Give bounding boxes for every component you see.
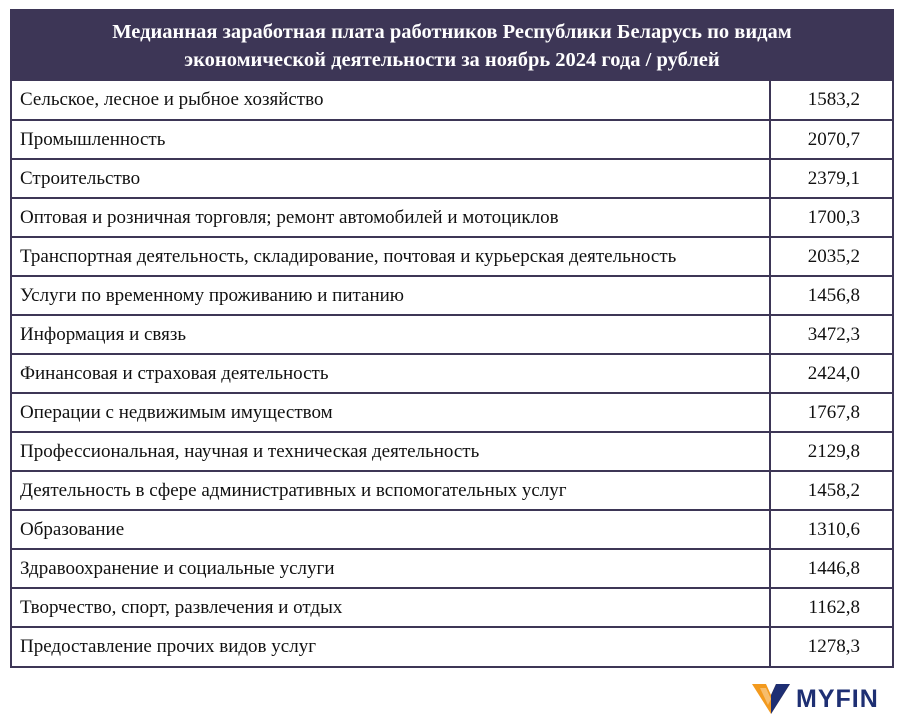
table-row [12, 432, 892, 471]
activity-label: Строительство [12, 159, 770, 198]
salary-value: 2129,8 [770, 432, 892, 471]
table-row [12, 120, 892, 159]
salary-value: 1446,8 [770, 549, 892, 588]
salary-value: 1700,3 [770, 198, 892, 237]
activity-label: Профессиональная, научная и техническая деятельность [12, 432, 770, 471]
table-row [12, 81, 892, 120]
table-title-line-1: Медианная заработная плата работников Республики Беларусь по видам [112, 21, 792, 43]
table-row [12, 471, 892, 510]
table-row [12, 549, 892, 588]
table-row [12, 510, 892, 549]
salary-value: 1162,8 [770, 588, 892, 627]
table-row [12, 627, 892, 666]
salary-table [12, 81, 892, 666]
table-row [12, 588, 892, 627]
activity-label: Оптовая и розничная торговля; ремонт автомобилей и мотоциклов [12, 198, 770, 237]
myfin-v-logo-icon [752, 684, 790, 714]
activity-label: Транспортная деятельность, складирование, почтовая и курьерская деятельность [12, 237, 770, 276]
table-title-line-2: экономической деятельности за ноябрь 2024 года / рублей [184, 49, 720, 71]
table-row [12, 198, 892, 237]
table-row [12, 237, 892, 276]
salary-value: 1278,3 [807, 636, 860, 657]
activity-label: Промышленность [12, 120, 770, 159]
salary-value: 1767,8 [770, 393, 892, 432]
activity-label: Финансовая и страховая деятельность [12, 354, 770, 393]
activity-label: Образование [12, 510, 770, 549]
salary-value: 2379,1 [770, 159, 892, 198]
salary-value: 2035,2 [770, 237, 892, 276]
salary-value: 2424,0 [770, 354, 892, 393]
myfin-logo [752, 684, 879, 714]
table-row [12, 159, 892, 198]
salary-value: 2070,7 [770, 120, 892, 159]
salary-value: 1456,8 [770, 276, 892, 315]
activity-label: Деятельность в сфере административных и вспомогательных услуг [12, 471, 770, 510]
table-title [12, 11, 892, 81]
table-row [12, 276, 892, 315]
table-row [12, 354, 892, 393]
salary-table-frame [10, 9, 894, 668]
salary-value: 1458,2 [770, 471, 892, 510]
salary-value: 1310,6 [770, 510, 892, 549]
activity-label: Здравоохранение и социальные услуги [12, 549, 770, 588]
activity-label: Информация и связь [12, 315, 770, 354]
salary-value: 1583,2 [770, 81, 892, 120]
activity-label: Сельское, лесное и рыбное хозяйство [12, 81, 770, 120]
activity-label: Операции с недвижимым имуществом [12, 393, 770, 432]
salary-value: 3472,3 [770, 315, 892, 354]
activity-label: Творчество, спорт, развлечения и отдых [12, 588, 770, 627]
myfin-logo-text: MYFIN [796, 684, 879, 713]
salary-table-body [12, 81, 892, 666]
activity-label: Предоставление прочих видов услуг [12, 627, 770, 666]
table-row [12, 393, 892, 432]
activity-label: Услуги по временному проживанию и питанию [12, 276, 770, 315]
table-row [12, 315, 892, 354]
